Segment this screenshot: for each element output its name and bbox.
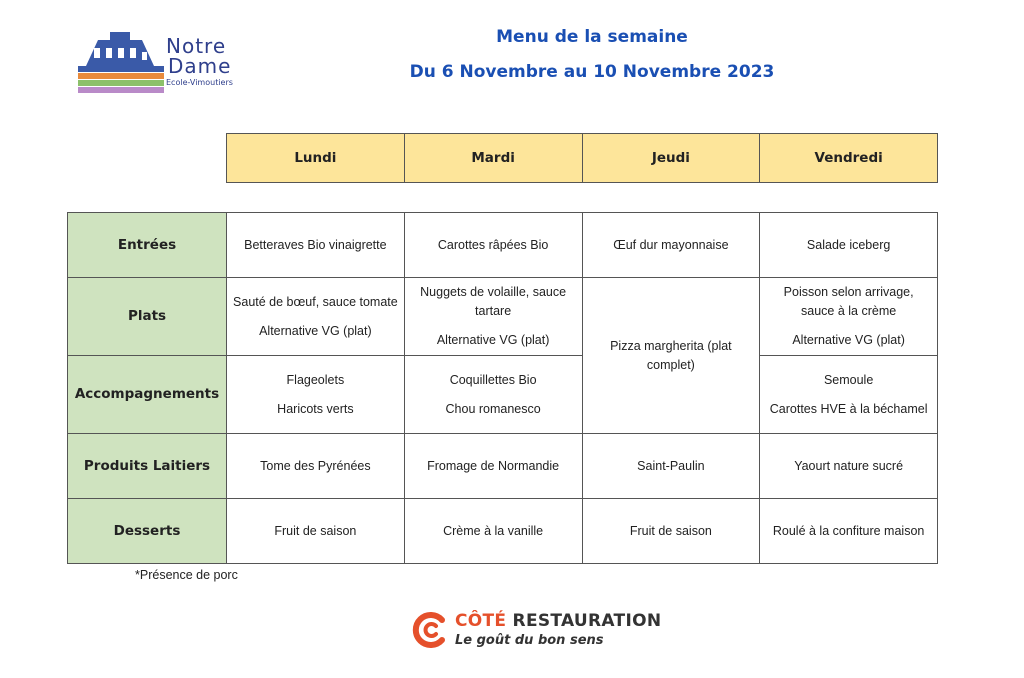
table-row: [68, 356, 938, 434]
table-row: [68, 499, 938, 564]
cell-plats-vendredi: [760, 278, 938, 356]
cell-laitiers-mardi: Fromage de Normandie: [404, 434, 582, 499]
cell-plats-mardi: [404, 278, 582, 356]
dish-text: Chou romanesco: [445, 401, 541, 416]
cell-entrees-vendredi: Salade iceberg: [760, 213, 938, 278]
dish-text: Coquillettes Bio: [449, 372, 537, 387]
cote-restauration-logo-icon: [412, 612, 448, 648]
row-header-laitiers: Produits Laitiers: [68, 434, 227, 499]
dish-text: Semoule: [823, 372, 874, 387]
page-subtitle: Du 6 Novembre au 10 Novembre 2023: [409, 62, 775, 82]
footer-brand: [455, 611, 661, 648]
dish-alternative: Alternative VG (plat): [259, 323, 372, 338]
cell-desserts-mardi: Crème à la vanille: [404, 499, 582, 564]
row-header-entrees: Entrées: [68, 213, 227, 278]
logo-line-1: Notre: [166, 34, 227, 58]
brand-accent: CÔTÉ: [455, 611, 507, 631]
cell-entrees-jeudi: Œuf dur mayonnaise: [582, 213, 760, 278]
pork-note: *Présence de porc: [135, 568, 238, 582]
dish-text: Carottes HVE à la béchamel: [769, 401, 928, 416]
table-row: [68, 278, 938, 356]
brand-rest: RESTAURATION: [506, 611, 662, 631]
dish-text: Poisson selon arrivage, sauce à la crème: [783, 285, 914, 318]
dish-alternative: Alternative VG (plat): [436, 333, 550, 347]
brand-name: [455, 611, 661, 631]
days-header-table: [226, 133, 938, 183]
logo-line-2: Dame: [168, 54, 232, 78]
cell-plats-jeudi: Pizza margherita (plat complet): [582, 278, 760, 434]
cell-desserts-vendredi: Roulé à la confiture maison: [760, 499, 938, 564]
cell-accompagnements-lundi: [227, 356, 405, 434]
cell-entrees-mardi: Carottes râpées Bio: [404, 213, 582, 278]
row-header-desserts: Desserts: [68, 499, 227, 564]
dish-text: Flageolets: [286, 372, 345, 387]
table-row: [68, 213, 938, 278]
days-header-row: [227, 134, 938, 183]
day-header-vendredi: Vendredi: [760, 134, 938, 183]
cell-plats-lundi: [227, 278, 405, 356]
page-title: Menu de la semaine: [496, 27, 688, 47]
row-header-plats: Plats: [68, 278, 227, 356]
day-header-mardi: Mardi: [404, 134, 582, 183]
dish-text: Haricots verts: [277, 401, 354, 416]
dish-text: Sauté de bœuf, sauce tomate: [233, 294, 398, 309]
logo-line-3: Ecole-Vimoutiers: [166, 78, 233, 87]
cell-entrees-lundi: Betteraves Bio vinaigrette: [227, 213, 405, 278]
cell-desserts-jeudi: Fruit de saison: [582, 499, 760, 564]
dish-text: Nuggets de volaille, sauce tartare: [420, 285, 567, 318]
dish-alternative: Alternative VG (plat): [792, 333, 905, 347]
menu-table: [67, 212, 938, 564]
cell-laitiers-vendredi: Yaourt nature sucré: [760, 434, 938, 499]
brand-tagline: Le goût du bon sens: [455, 633, 604, 648]
cell-accompagnements-vendredi: [760, 356, 938, 434]
table-row: [68, 434, 938, 499]
cell-laitiers-lundi: Tome des Pyrénées: [227, 434, 405, 499]
cell-accompagnements-mardi: [404, 356, 582, 434]
day-header-jeudi: Jeudi: [582, 134, 760, 183]
day-header-lundi: Lundi: [227, 134, 405, 183]
cell-laitiers-jeudi: Saint-Paulin: [582, 434, 760, 499]
cell-desserts-lundi: Fruit de saison: [227, 499, 405, 564]
row-header-accompagnements: Accompagnements: [68, 356, 227, 434]
